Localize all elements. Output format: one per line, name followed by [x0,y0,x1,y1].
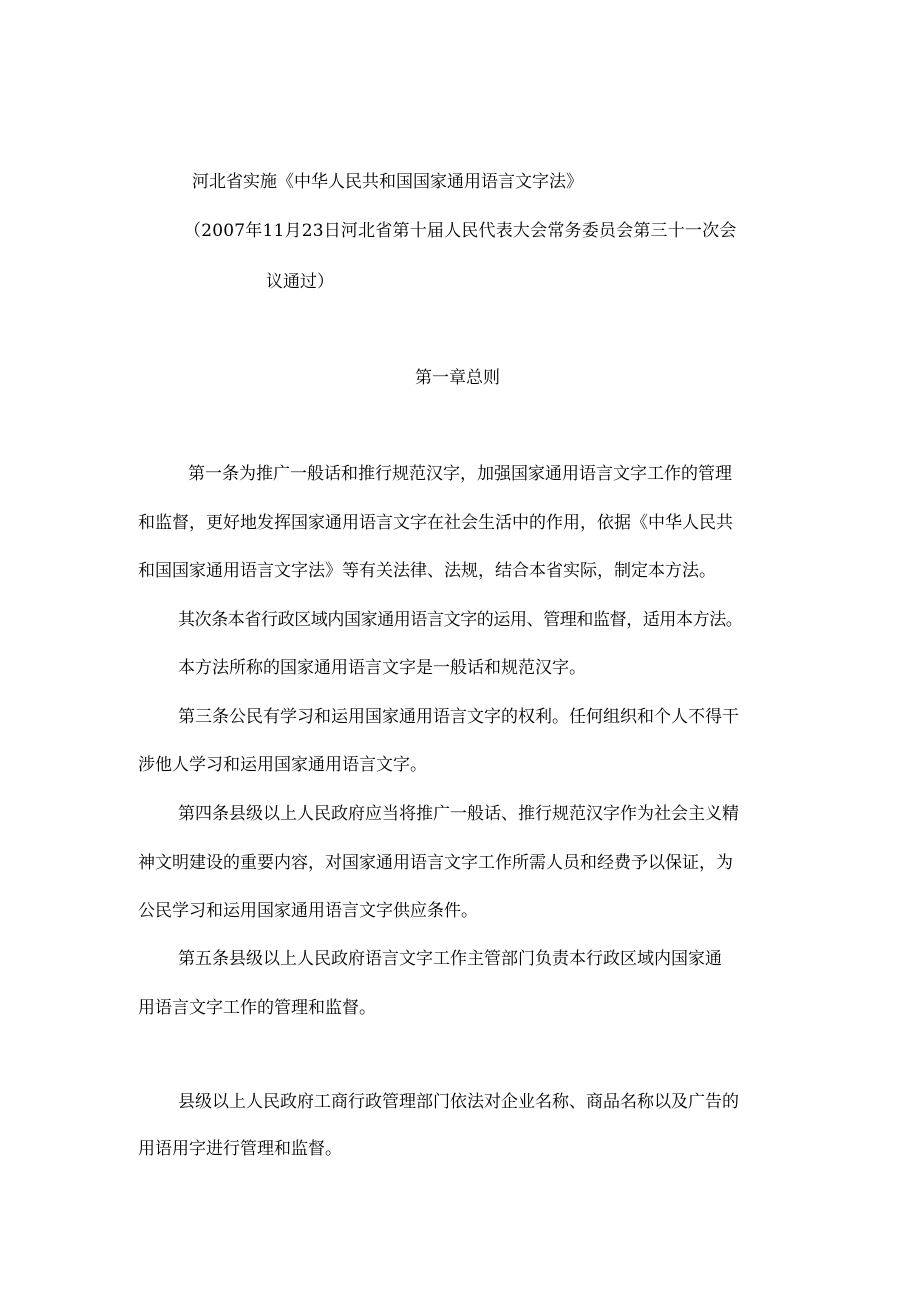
article-3-line-1: 第三条公民有学习和运用国家通用语言文字的权利。任何组织和个人不得干 [178,707,739,727]
document-title: 河北省实施《中华人民共和国国家通用语言文字法》 [192,172,583,192]
article-1-line-1: 第一条为推广一般话和推行规范汉字，加强国家通用语言文字工作的管理 [188,464,732,484]
article-4-line-1: 第四条县级以上人民政府应当将推广一般话、推行规范汉字作为社会主义精 [178,804,739,824]
article-3-line-2: 涉他人学习和运用国家通用语言文字。 [138,755,427,775]
article-5-line-1: 第五条县级以上人民政府语言文字工作主管部门负责本行政区域内国家通 [178,949,722,969]
adoption-note-line-2: 议通过） [266,272,334,292]
article-2-line-1: 其次条本省行政区域内国家通用语言文字的运用、管理和监督，适用本方法。 [178,610,743,630]
definition-line-1: 本方法所称的国家通用语言文字是一般话和规范汉字。 [178,658,586,678]
chapter-heading: 第一章总则 [415,368,500,388]
article-4-line-3: 公民学习和运用国家通用语言文字供应条件。 [138,901,478,921]
article-5-para-2-line-2: 用语用字进行管理和监督。 [138,1139,342,1159]
article-4-line-2: 神文明建设的重要内容，对国家通用语言文字工作所需人员和经费予以保证，为 [138,853,733,873]
adoption-note-line-1: （2007年11月23日河北省第十届人民代表大会常务委员会第三十一次会 [184,221,737,241]
article-5-para-2-line-1: 县级以上人民政府工商行政管理部门依法对企业名称、商品名称以及广告的 [178,1092,739,1112]
article-1-line-2: 和监督，更好地发挥国家通用语言文字在社会生活中的作用，依据《中华人民共 [138,513,733,533]
article-1-line-3: 和国国家通用语言文字法》等有关法律、法规，结合本省实际，制定本方法。 [138,561,716,581]
article-5-line-2: 用语言文字工作的管理和监督。 [138,998,376,1018]
